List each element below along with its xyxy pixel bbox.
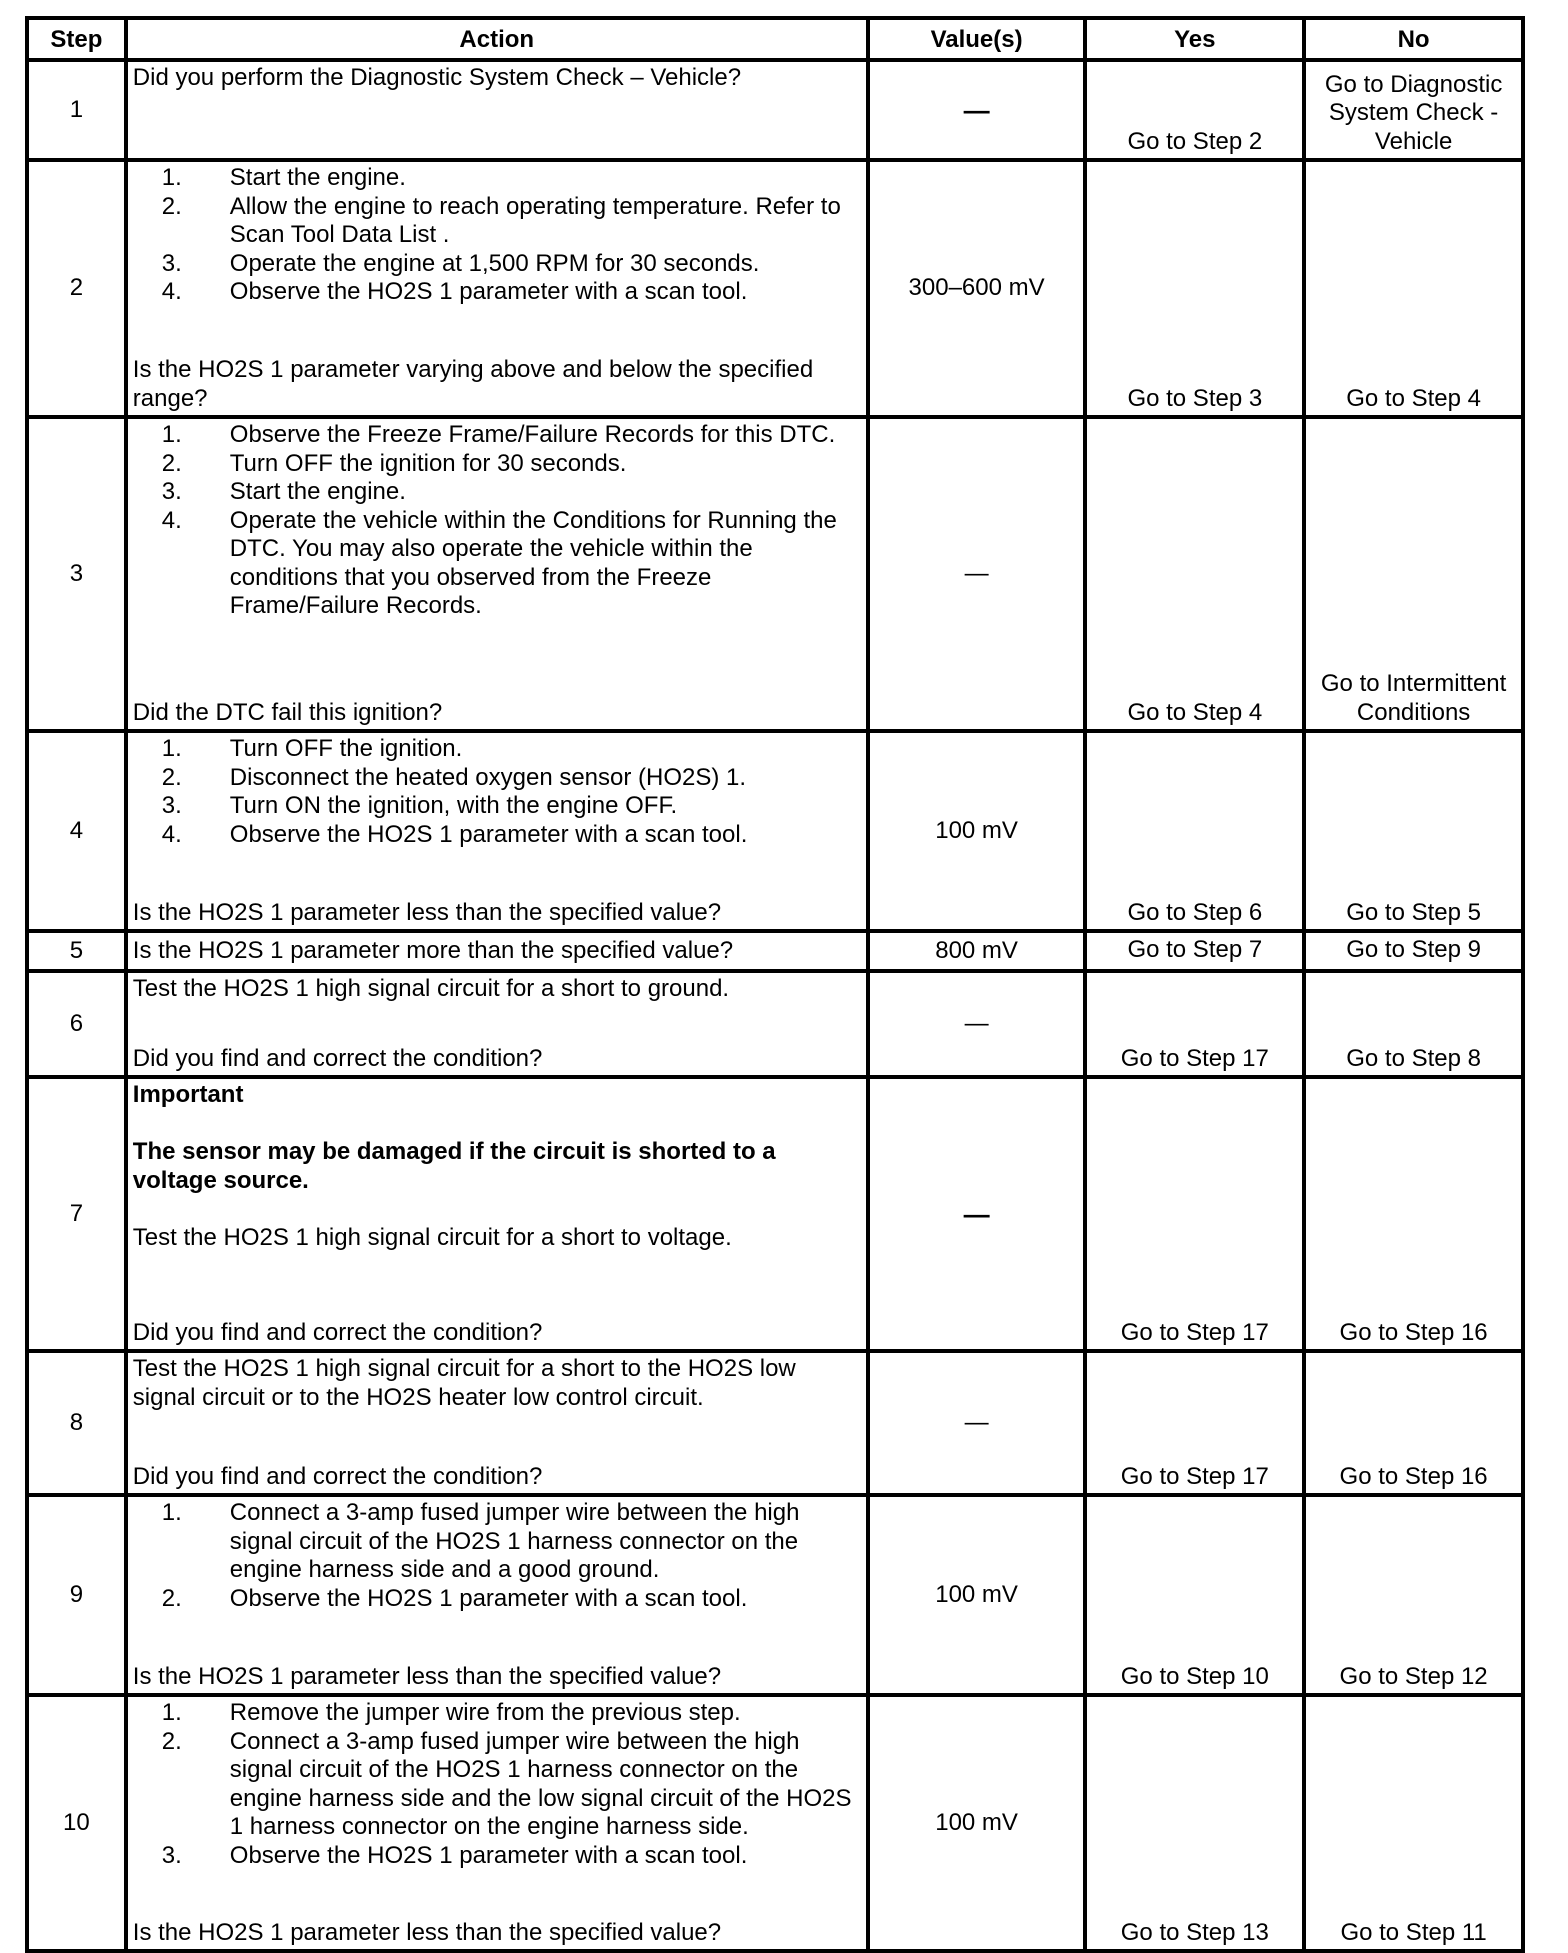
action-question: Is the HO2S 1 parameter less than the specified value?	[132, 898, 722, 926]
step-number: 3	[27, 417, 126, 731]
action-question: Is the HO2S 1 parameter more than the specified value?	[132, 936, 734, 964]
no-cell: Go to Step 11	[1304, 1695, 1523, 1951]
action-step-item: 3. Observe the HO2S 1 parameter with a scan tool.	[161, 1841, 748, 1869]
header-step: Step	[27, 18, 126, 60]
table-row	[27, 1495, 1523, 1695]
yes-cell: Go to Step 17	[1085, 971, 1304, 1077]
action-step-item: 4. Observe the HO2S 1 parameter with a scan tool.	[161, 820, 748, 848]
action-step-item: 4. Operate the vehicle within the Conditions for Running the DTC. You may also operate the vehicle within the conditions that you observed from the Freeze Frame/Failure Records.	[161, 506, 837, 619]
table-row	[27, 731, 1523, 931]
header-row	[27, 18, 1523, 60]
step-number: 6	[27, 971, 126, 1077]
action-text: Test the HO2S 1 high signal circuit for a short to voltage.	[132, 1223, 732, 1251]
action-cell	[126, 971, 868, 1077]
step-number: 9	[27, 1495, 126, 1695]
action-cell	[126, 160, 868, 417]
table-row	[27, 417, 1523, 731]
no-cell: Go to Diagnostic System Check - Vehicle	[1304, 60, 1523, 160]
yes-cell: Go to Step 17	[1085, 1351, 1304, 1495]
action-question: Is the HO2S 1 parameter varying above and below the specified range?	[132, 356, 814, 412]
action-step-item: 1. Remove the jumper wire from the previous step.	[161, 1699, 741, 1726]
diagnostic-table	[25, 16, 1525, 1953]
action-step-item: 3. Turn ON the ignition, with the engine OFF.	[161, 792, 678, 819]
value-cell: 300–600 mV	[868, 160, 1086, 417]
action-steps	[133, 1699, 862, 1870]
step-number: 8	[27, 1351, 126, 1495]
no-cell: Go to Step 5	[1304, 731, 1523, 931]
action-step-item: 2. Turn OFF the ignition for 30 seconds.	[161, 449, 627, 477]
action-steps	[133, 421, 862, 621]
action-steps	[133, 1499, 862, 1613]
yes-cell: Go to Step 7	[1085, 931, 1304, 971]
table-row	[27, 971, 1523, 1077]
action-step-item: 1. Turn OFF the ignition.	[161, 735, 463, 762]
value-cell: —	[868, 417, 1086, 731]
value-cell: —	[868, 1351, 1086, 1495]
action-step-item: 2. Disconnect the heated oxygen sensor (HO2S) 1.	[161, 763, 747, 791]
action-cell	[126, 931, 868, 971]
table-row	[27, 60, 1523, 160]
action-cell	[126, 1077, 868, 1351]
action-step-item: 1. Observe the Freeze Frame/Failure Records for this DTC.	[161, 421, 836, 448]
header-values: Value(s)	[868, 18, 1086, 60]
step-number: 5	[27, 931, 126, 971]
no-cell: Go to Step 9	[1304, 931, 1523, 971]
value-cell: 100 mV	[868, 731, 1086, 931]
header-action: Action	[126, 18, 868, 60]
action-step-item: 2. Observe the HO2S 1 parameter with a scan tool.	[161, 1584, 748, 1612]
action-question: Did you find and correct the condition?	[132, 1044, 543, 1072]
action-step-item: 2. Connect a 3-amp fused jumper wire between the high signal circuit of the HO2S 1 harness connector on the engine harness side and the low signal circuit of the HO2S 1 harness connector on the engine harness side.	[161, 1727, 852, 1840]
action-cell	[126, 417, 868, 731]
table-row	[27, 1695, 1523, 1951]
value-cell: —	[868, 971, 1086, 1077]
action-question: Did you find and correct the condition?	[132, 1318, 543, 1346]
action-question: Did the DTC fail this ignition?	[132, 698, 443, 726]
no-cell: Go to Step 4	[1304, 160, 1523, 417]
value-cell: 100 mV	[868, 1695, 1086, 1951]
action-cell	[126, 731, 868, 931]
action-text: Test the HO2S 1 high signal circuit for a short to the HO2S low signal circuit or to the HO2S heater low control circuit.	[132, 1355, 796, 1411]
action-cell	[126, 1495, 868, 1695]
table-row	[27, 1351, 1523, 1495]
action-step-item: 3. Start the engine.	[161, 478, 406, 505]
action-cell	[126, 60, 868, 160]
step-number: 4	[27, 731, 126, 931]
action-steps	[133, 164, 862, 307]
important-text: The sensor may be damaged if the circuit is shorted to a voltage source.	[132, 1138, 776, 1194]
important-label: Important	[132, 1081, 244, 1108]
action-step-item: 2. Allow the engine to reach operating temperature. Refer to Scan Tool Data List .	[161, 192, 841, 248]
yes-cell: Go to Step 10	[1085, 1495, 1304, 1695]
no-cell: Go to Step 16	[1304, 1351, 1523, 1495]
yes-cell: Go to Step 4	[1085, 417, 1304, 731]
yes-cell: Go to Step 17	[1085, 1077, 1304, 1351]
table-row	[27, 160, 1523, 417]
value-cell: 800 mV	[868, 931, 1086, 971]
yes-cell: Go to Step 6	[1085, 731, 1304, 931]
action-text: Test the HO2S 1 high signal circuit for a short to ground.	[132, 975, 730, 1002]
value-cell: —	[868, 60, 1086, 160]
action-steps	[133, 735, 862, 849]
step-number: 1	[27, 60, 126, 160]
value-cell: 100 mV	[868, 1495, 1086, 1695]
action-step-item: 3. Operate the engine at 1,500 RPM for 30 seconds.	[161, 249, 760, 277]
yes-cell: Go to Step 3	[1085, 160, 1304, 417]
table-row	[27, 931, 1523, 971]
action-cell	[126, 1351, 868, 1495]
no-cell: Go to Step 16	[1304, 1077, 1523, 1351]
value-cell: —	[868, 1077, 1086, 1351]
action-question: Is the HO2S 1 parameter less than the specified value?	[132, 1918, 722, 1946]
action-step-item: 4. Observe the HO2S 1 parameter with a scan tool.	[161, 278, 748, 305]
action-step-item: 1. Start the engine.	[161, 164, 406, 191]
no-cell: Go to Intermittent Conditions	[1304, 417, 1523, 731]
yes-cell: Go to Step 2	[1085, 60, 1304, 160]
table-row	[27, 1077, 1523, 1351]
action-question: Did you perform the Diagnostic System Check – Vehicle?	[132, 64, 742, 91]
no-cell: Go to Step 12	[1304, 1495, 1523, 1695]
no-cell: Go to Step 8	[1304, 971, 1523, 1077]
action-question: Did you find and correct the condition?	[132, 1462, 543, 1490]
header-no: No	[1304, 18, 1523, 60]
step-number: 10	[27, 1695, 126, 1951]
header-yes: Yes	[1085, 18, 1304, 60]
step-number: 2	[27, 160, 126, 417]
action-question: Is the HO2S 1 parameter less than the specified value?	[132, 1662, 722, 1690]
step-number: 7	[27, 1077, 126, 1351]
yes-cell: Go to Step 13	[1085, 1695, 1304, 1951]
action-cell	[126, 1695, 868, 1951]
action-step-item: 1. Connect a 3-amp fused jumper wire between the high signal circuit of the HO2S 1 harness connector on the engine harness side and a good ground.	[161, 1499, 800, 1583]
